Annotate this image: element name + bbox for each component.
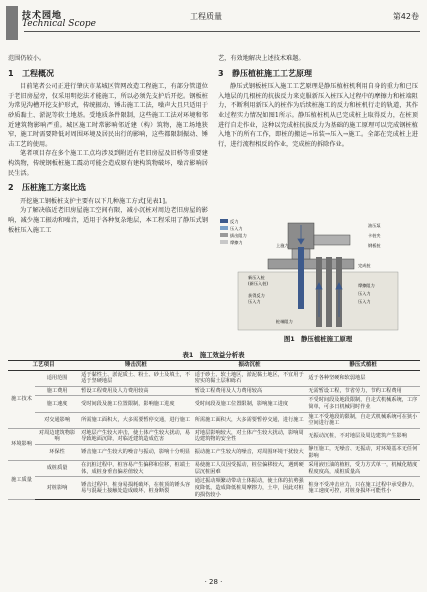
table-cell: 对地层影响较大，对土体产生较大扰动，影响周边建筑物的安全性	[193, 428, 307, 444]
section-3-title: 静压植桩施工工艺原理	[232, 68, 312, 78]
table-cell: 桩身不受冲击应力，只在施工过程中承受静力，施工速度可控，对桩身损坏可能性小	[306, 477, 420, 500]
table-cell: 静压施工，无噪音、无振动，对环境基本无任何影响	[306, 444, 420, 460]
table-cell: 所需施工面积大，大多需要暂停交通，进行施工	[79, 412, 193, 428]
table-caption: 表1 施工效益分析表	[182, 351, 245, 359]
section-title-en: Technical Scope	[22, 19, 96, 29]
table-row	[8, 412, 420, 428]
table-row	[8, 370, 420, 386]
row-item: 施工速度	[35, 396, 79, 412]
label-up: 上施力	[276, 243, 289, 248]
label-side-press-2: 压入力	[358, 299, 371, 304]
table-cell: 受时间段及施工位置限制，影响施工进度	[193, 396, 307, 412]
table-cell: 无振动沉桩，不对地层及周边建筑产生影响	[306, 428, 420, 444]
volume-number: 第42卷	[392, 12, 419, 21]
table-header-row	[8, 361, 420, 371]
row-item: 对交通影响	[35, 412, 79, 428]
table-cell: 振动施工产生较大的噪音，对周围环境干扰较大	[193, 444, 307, 460]
label-tip: 桩端阻力	[276, 319, 293, 324]
table-cell: 锤击过程中，桩身易损耗破坏，在桩顶的锤头容易与混凝土接触处造成破坏，桩身断裂	[79, 477, 193, 500]
label-pile: 钢板桩	[368, 243, 381, 248]
table-header: 工艺项目	[8, 361, 79, 371]
table-cell: 在沉桩过程中，桩容易产生偏移和位移，桩端土体，成桩身垂直偏差值较大	[79, 461, 193, 477]
section-2-title: 压桩施工方案比选	[22, 183, 86, 193]
row-item: 对桩影响	[35, 477, 79, 500]
left-column	[8, 54, 208, 235]
section-2-number: 2	[8, 183, 14, 193]
row-item: 施工费用	[35, 386, 79, 396]
legend-swatch-pullout	[220, 233, 228, 237]
figure-caption: 图1 静压植桩施工原理	[283, 335, 353, 343]
row-item: 对周边建筑物影响	[35, 428, 79, 444]
completed-piles	[316, 257, 342, 327]
new-pile	[298, 247, 304, 309]
table-cell: 暂设工程费用及人力费用较高	[79, 386, 193, 396]
page-header	[0, 0, 427, 44]
table-header: 振动沉桩	[193, 361, 307, 371]
table-cell: 所需施工面积大，大多需要暂停交通，进行施工	[193, 412, 307, 428]
table-cell: 锤击施工产生较大的噪音与振动，影响十分明显	[79, 444, 193, 460]
table-row	[8, 444, 420, 460]
legend-swatch-friction	[220, 240, 228, 244]
section-1-number: 1	[8, 68, 14, 78]
table-row	[8, 477, 420, 500]
table-cell: 易使施工人员因受振动，桩位偏移较大，遇到硬层沉桩困难	[193, 461, 307, 477]
label-cylinder: 油压泵	[368, 223, 381, 228]
label-new-sub: (新压入桩)	[248, 281, 269, 286]
label-friction: 获得反力	[248, 293, 265, 298]
paragraph: 艺，有效地解决上述技术难题。	[218, 55, 305, 62]
paragraph: 开挖施工钢板桩支护主要有以下几种施工方式[见表1]。	[20, 197, 172, 205]
table-cell: 无需暂设工程，节省劳力，节约工程费用	[306, 386, 420, 396]
row-item: 适用范围	[35, 370, 79, 386]
section-3-heading	[218, 69, 418, 79]
table-cell: 施工不受地段的限制，自走式机械系统可在狭小空间进行施工	[306, 412, 420, 428]
table-cell: 受时间段及施工位置限制，影响施工进度	[79, 396, 193, 412]
section-2-heading	[8, 183, 208, 193]
legend-label: 摩擦力	[230, 240, 243, 245]
section-1-heading	[8, 69, 208, 79]
section-3-number: 3	[218, 68, 224, 78]
row-group: 施工质量	[8, 461, 35, 500]
table-cell: 适于黏性土、淤泥质土、粉土、砂土及填土，不适于坚硬地层	[79, 370, 193, 386]
row-item: 成桩质量	[35, 461, 79, 477]
legend-label: 拔出阻力	[230, 233, 247, 238]
label-chuck: 卡桩夹	[368, 233, 381, 238]
table-cell: 通过振动频繁动带动土体振动，使土体的抗剪强度降低，造成降低桩周摩擦力，土中，因此对桩的损伤较小	[193, 477, 307, 500]
table-header: 静压式植桩	[306, 361, 420, 371]
table-header: 锤击沉桩	[79, 361, 193, 371]
paragraph: 为了解决临近老旧房屋施工空间有限，减小沉桩对周边老旧房屋的影响，减少施工振动和噪音，适用于各种复杂地层，本工程采用了静压式钢板桩压入施工工	[8, 207, 208, 234]
table-cell: 适于各种坚硬和软弱地层	[306, 370, 420, 386]
legend-label: 反力	[230, 219, 239, 224]
header-rule	[24, 31, 420, 32]
section-title-cn: 技术园地	[22, 11, 63, 21]
figure-1	[218, 217, 418, 332]
press-in-diagram	[218, 217, 418, 332]
table-row	[8, 396, 420, 412]
label-side-friction: 摩擦阻力	[358, 283, 375, 288]
right-column	[218, 54, 418, 149]
table-cell: 暂设工程费用及人力费用较高	[193, 386, 307, 396]
legend-swatch-reaction	[220, 219, 228, 223]
legend-label: 压入力	[230, 226, 243, 231]
section-mark	[6, 6, 18, 40]
paragraph: 目前笔者公司正进行肇庆市某城区管网改造工程施工，有部分管道位于老旧房屋旁，仅采用明挖法才能施工，所以必须先支护后开挖。钢板桩为常见沟槽开挖支护形式，传统振动、锤击施工工法，噪声大且只适用于砂质黏土、淤泥等软土地基。受地质条件限制，这些施工工法对环境和邻近建筑物影响严重。城区施工时常影响邻近建（构）筑物，施工场地狭窄，施工时需要降低对周围环境及居民出行的影响，这些都限制振动、锤击工艺的使用。	[8, 83, 208, 148]
table-cell: 不受时间段及地段限制，自走式机械系统，工序简单，可多日机械同时作业	[306, 396, 420, 412]
legend-swatch-press	[220, 226, 228, 230]
table-cell: 适于砂土、软土地区，淤泥黏土地区，不宜用于密实的黏土层和砾石	[193, 370, 307, 386]
section-1-title: 工程概况	[22, 68, 54, 78]
label-new-pile: 新压入桩	[248, 275, 265, 280]
row-group: 环境影响	[8, 428, 35, 460]
page-number: · 28 ·	[204, 578, 223, 586]
intro-text: 范围仍较小。	[8, 55, 46, 62]
label-press: 压入力	[248, 299, 261, 304]
paragraph: 笔者项目存在多个施工工点均涉及到附近有老旧房屋及旧桥等重要建构筑物，传统钢板桩施工震动可能会造成原有建构筑物破坏，噪音影响居民生活。	[8, 150, 208, 177]
row-group: 施工技术	[8, 370, 35, 428]
table-row	[8, 386, 420, 396]
table-cell: 采用液压油的植桩，受力方式单一，机械化精度程度度高，成桩质量高	[306, 461, 420, 477]
table-cell: 对地层产生较大冲击，使土体产生较大扰动，易导致地面沉降，对临近建筑造成危害	[79, 428, 193, 444]
paragraph: 静压式钢板桩压入施工工艺原理是静压植桩机利用自身的重力和已压入地层的几根桩的抗拔反力来克服新压入桩压入过程中的摩擦力和桩端阻力，不断利用新压入的桩作为后续桩施工的反力和桩机行走的轨道，其作业过程实力情况如图1所示。静压植桩机从已完成桩上取得反力，在桩顶进行自走作业，这种以完成桩抗拔反力为基础的施工原理可以完成钢桩植入地下的所有工作，即桩的搬运→吊装→压入→施工。全部在完成桩上进行，进行流程相反的作业，完成桩的拆除作业。	[218, 83, 418, 148]
table-row	[8, 461, 420, 477]
table-row	[8, 428, 420, 444]
row-item: 环保性	[35, 444, 79, 460]
effect-analysis-table	[8, 360, 420, 500]
journal-name: 工程质量	[190, 12, 222, 21]
label-done: 完成桩	[358, 263, 371, 268]
label-side-press: 压入力	[358, 291, 371, 296]
